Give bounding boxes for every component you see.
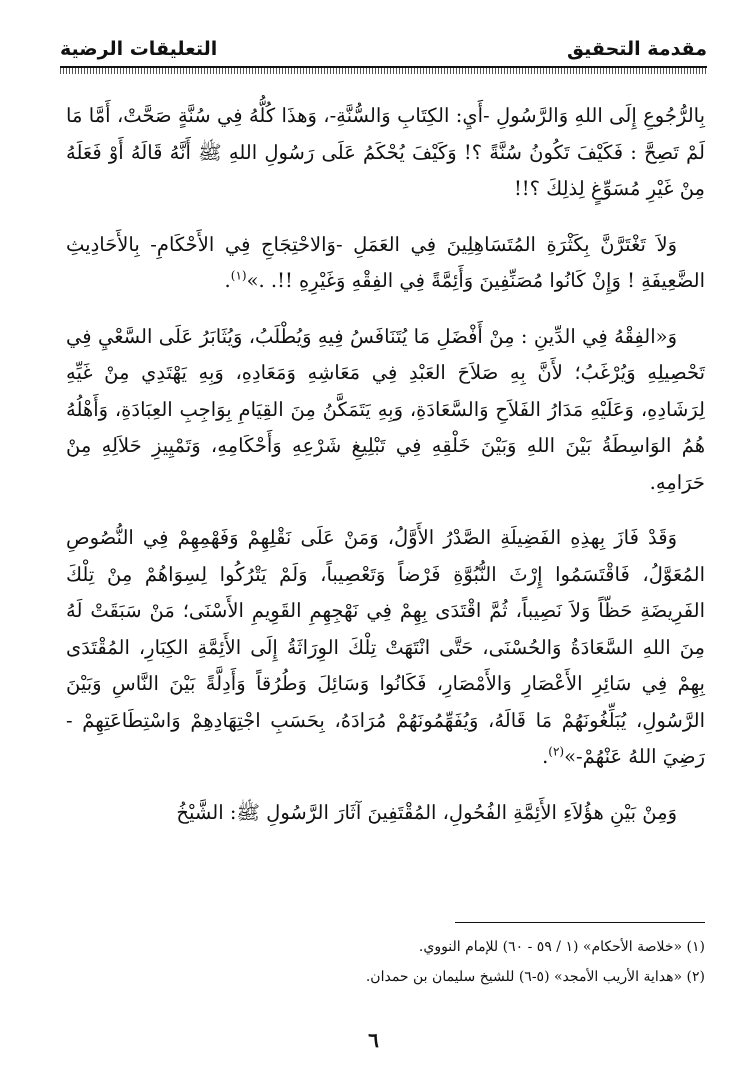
section-title: مقدمة التحقيق — [567, 38, 707, 60]
paragraph-4: وَقَدْ فَازَ بِهذِهِ الفَضِيلَةِ الصَّدْرُ الأَوَّلُ، وَمَنْ عَلَى نَقْلِهِمْ وَفَهْمِهِمْ فِي النُّصُوصِ المُعَوَّلُ، فَاقْتَسَمُوا إِرْثَ النُّبُوَّةِ فَرْضاً وَتَعْصِيباً، وَلَمْ يَتْرُكُوا لِسِوَاهُمْ مِنْ تِلْكَ الفَرِيضَةِ حَظّاً وَلاَ نَصِيباً، ثُمَّ اقْتَدَى بِهِمْ فِي نَهْجِهِمِ القَوِيمِ الأَسْنَى؛ مَنْ سَبَقَتْ لَهُ مِنَ اللهِ السَّعَادَةُ وَالحُسْنَى، حَتَّى انْتَهَتْ تِلْكَ الوِرَاثَةُ إِلَى الأَئِمَّةِ الكِبَارِ، المُقْتَدَى بِهِمْ فِي سَائِرِ الأَعْصَارِ وَالأَمْصَارِ، فَكَانُوا وَسَائِلَ وَطُرُقاً وَأَدِلَّةً بَيْنَ النَّاسِ وَبَيْنَ الرَّسُولِ، يُبَلِّغُونَهُمْ مَا قَالَهُ، وَيُفَهِّمُونَهُمْ مُرَادَهُ، بِحَسَبِ اجْتِهَادِهِمْ وَاسْتِطَاعَتِهِمْ - رَضِيَ اللهُ عَنْهُمْ-»$^{(٢)}$. — [66, 526, 705, 768]
footnotes — [200, 932, 705, 992]
paragraph-5: وَمِنْ بَيْنِ هؤُلاَءِ الأَئِمَّةِ الفُحُولِ، المُقْتَفِينَ آثَارَ الرَّسُولِ ﷺ: الشَّيْخُ — [176, 800, 677, 824]
paragraph-1: بِالرُّجُوعِ إِلَى اللهِ وَالرَّسُولِ -أَيِ: الكِتَابِ وَالسُّنَّةِ-، وَهذَا كُلُّهُ فِي سُنَّةٍ صَحَّتْ، أَمَّا مَا لَمْ تَصِحَّ : فَكَيْفَ تَكُونُ سُنَّةً ؟! وَكَيْفَ يُحْكَمُ عَلَى رَسُولِ اللهِ ﷺ أَنَّهُ قَالَهُ أَوْ فَعَلَهُ مِنْ غَيْرِ مُسَوِّغٍ لِذلِكَ ؟!! — [66, 104, 705, 200]
paragraph-2: وَلاَ تَغْتَرَّنَّ بِكَثْرَةِ المُتَسَاهِلِينَ فِي العَمَلِ -وَالاحْتِجَاجِ فِي الأَحْكَامِ- بِالأَحَادِيثِ الضَّعِيفَةِ ! وَإِنْ كَانُوا مُصَنِّفِينَ وَأَئِمَّةً فِي الفِقْهِ وَغَيْرِهِ !!. .»$^{(١)}$. — [66, 232, 705, 292]
footnote-ref-2: (٢) — [548, 744, 565, 759]
running-header — [60, 34, 707, 64]
footnote-2: (٢) «هداية الأريب الأمجد» (٥-٦) للشيخ سليمان بن حمدان. — [365, 969, 705, 985]
paragraph-3: وَ«الفِقْهُ فِي الدِّينِ : مِنْ أَفْضَلِ مَا يُتَنَافَسُ فِيهِ وَيُطْلَبُ، وَيُثَابَرُ عَلَى السَّعْيِ فِي تَحْصِيلِهِ وَيُرْغَبُ؛ لأَنَّ بِهِ صَلاَحَ العَبْدِ فِي مَعَاشِهِ وَمَعَادِهِ، وَبِهِ يَهْتَدِي مِنْ غَيِّهِ لِرَشَادِهِ، وَعَلَيْهِ مَدَارُ الفَلاَحِ وَالسَّعَادَةِ، وَبِهِ يَتَمَكَّنُ مِنَ القِيَامِ بِوَاجِبِ العِبَادَةِ، وَأَهْلُهُ هُمُ الوَاسِطَةُ بَيْنَ اللهِ وَبَيْنَ خَلْقِهِ فِي تَبْلِيغِ شَرْعِهِ وَأَحْكَامِهِ، وَتَمْيِيزِ حَلاَلِهِ مِنْ حَرَامِهِ. — [66, 324, 705, 494]
page-number: ٦ — [368, 1028, 379, 1052]
main-text — [66, 98, 705, 850]
footnote-rule — [455, 922, 705, 923]
footnote-1: (١) «خلاصة الأحكام» (١ / ٥٩ - ٦٠) للإمام النووي. — [418, 939, 705, 955]
book-title: التعليقات الرضية — [60, 38, 218, 60]
footnote-ref-1: (١) — [230, 268, 247, 283]
header-rule — [60, 66, 707, 74]
